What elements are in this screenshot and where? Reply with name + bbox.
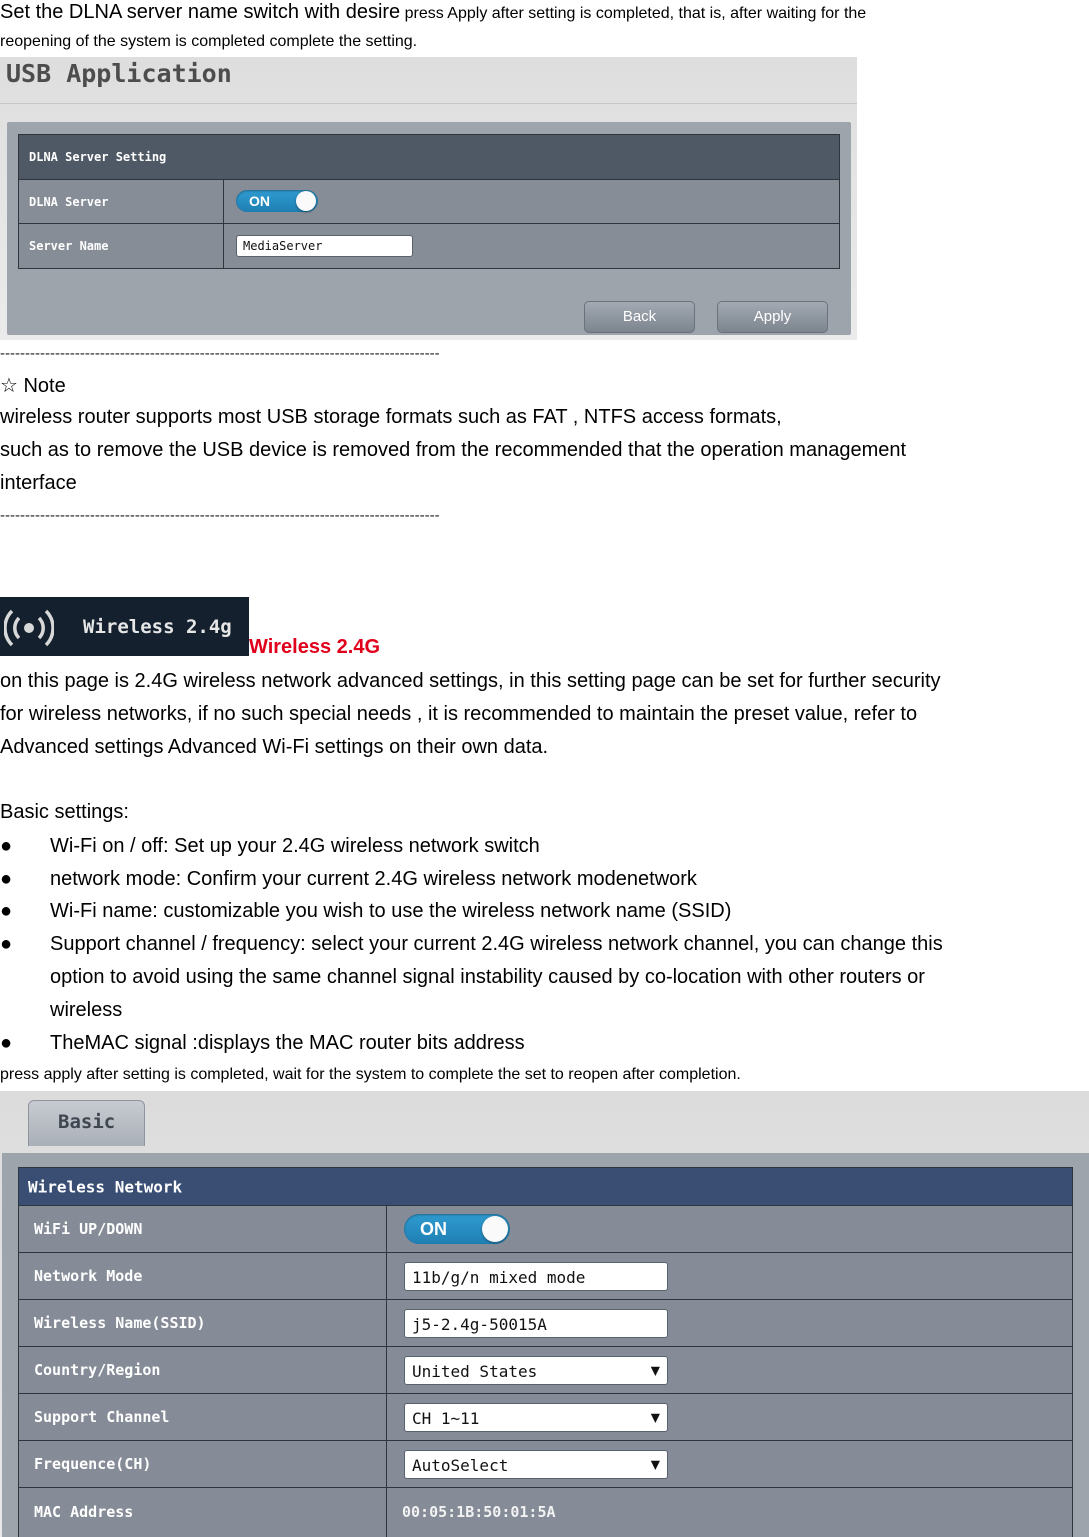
- mac-address-row: [19, 1488, 1072, 1537]
- dlna-settings-table: [18, 134, 840, 269]
- intro-line-2: reopening of the system is completed complete the setting.: [0, 33, 418, 50]
- wireless-desc-2: for wireless networks, if no such special needs , it is recommended to maintain the preset value, refer to: [0, 703, 918, 725]
- mac-address-label-cell: [19, 1488, 387, 1537]
- mac-address-value: 00:05:1B:50:01:5A: [402, 1503, 556, 1521]
- country-region-label-cell: [19, 1347, 387, 1393]
- wifi-toggle-knob: [482, 1216, 508, 1242]
- bullet-symbol: ●: [0, 868, 13, 890]
- note-line-3: interface: [0, 472, 77, 494]
- usb-application-screenshot: [0, 57, 857, 340]
- bullet-item-4-cont-1: option to avoid using the same channel signal instability caused by co-location with other routers or: [50, 966, 925, 988]
- wireless-banner-label: Wireless 2.4g: [83, 616, 232, 638]
- usb-title-divider: [0, 103, 857, 104]
- frequence-value-cell: [387, 1441, 1072, 1487]
- wireless-desc-1: on this page is 2.4G wireless network advanced settings, in this setting page can be set for further security: [0, 670, 941, 692]
- note-heading: ☆ Note: [0, 375, 66, 397]
- tab-basic[interactable]: [28, 1100, 145, 1146]
- bullet-item-3: Wi-Fi name: customizable you wish to use the wireless network name (SSID): [50, 900, 732, 922]
- wireless-network-table: [18, 1167, 1073, 1537]
- wifi-toggle-label: ON: [420, 1219, 447, 1239]
- country-region-label: Country/Region: [34, 1361, 161, 1379]
- wifi-updown-value-cell: [387, 1206, 1072, 1252]
- server-name-label: Server Name: [29, 239, 109, 253]
- intro-line-1b: press Apply after setting is completed, that is, after waiting for the: [400, 5, 867, 22]
- bullet-item-1: Wi-Fi on / off: Set up your 2.4G wireless network switch: [50, 835, 540, 857]
- ssid-value-cell: [387, 1300, 1072, 1346]
- support-channel-label-cell: [19, 1394, 387, 1440]
- bullet-symbol: ●: [0, 933, 13, 955]
- mac-address-value-cell: [387, 1488, 1072, 1537]
- network-mode-row: [19, 1253, 1072, 1300]
- network-mode-field[interactable]: 11b/g/n mixed mode: [404, 1262, 668, 1291]
- intro-line-1a: Set the DLNA server name switch with desire: [0, 1, 401, 23]
- dlna-server-label-cell: [19, 180, 224, 223]
- bullet-item-2: network mode: Confirm your current 2.4G wireless network modenetwork: [50, 868, 697, 890]
- support-channel-value-cell: [387, 1394, 1072, 1440]
- bullet-item-4-cont-2: wireless: [50, 999, 123, 1021]
- frequence-value: AutoSelect: [412, 1456, 509, 1475]
- dlna-server-row: [19, 180, 839, 224]
- wifi-updown-label: WiFi UP/DOWN: [34, 1220, 143, 1238]
- ssid-input[interactable]: j5-2.4g-50015A: [404, 1309, 668, 1338]
- support-channel-select[interactable]: [404, 1403, 668, 1432]
- server-name-input[interactable]: MediaServer: [236, 235, 413, 257]
- wireless-desc-3: Advanced settings Advanced Wi-Fi settings on their own data.: [0, 736, 549, 758]
- usb-page-title: USB Application: [6, 59, 232, 88]
- chevron-down-icon: ▼: [650, 1409, 660, 1424]
- wireless-footer-note: press apply after setting is completed, wait for the system to complete the set to reopen after completion.: [0, 1066, 741, 1083]
- note-line-1: wireless router supports most USB storage formats such as FAT , NTFS access formats,: [0, 406, 782, 428]
- separator-bottom: ----------------------------------------------------------------------------------------: [0, 507, 440, 524]
- frequence-label: Frequence(CH): [34, 1455, 152, 1473]
- wireless-signal-icon: [4, 604, 54, 650]
- dlna-server-toggle[interactable]: [236, 190, 318, 212]
- separator-top: ----------------------------------------------------------------------------------------: [0, 345, 440, 362]
- dlna-server-label: DLNA Server: [29, 194, 109, 209]
- network-mode-value-cell: [387, 1253, 1072, 1299]
- bullet-item-5: TheMAC signal :displays the MAC router bits address: [50, 1032, 525, 1054]
- dlna-section-title: DLNA Server Setting: [29, 150, 167, 164]
- basic-settings-heading: Basic settings:: [0, 801, 129, 823]
- country-region-value-cell: [387, 1347, 1072, 1393]
- support-channel-row: [19, 1394, 1072, 1441]
- frequence-row: [19, 1441, 1072, 1488]
- support-channel-label: Support Channel: [34, 1408, 170, 1426]
- chevron-down-icon: ▼: [650, 1362, 660, 1377]
- chevron-down-icon: ▼: [650, 1456, 660, 1471]
- frequence-label-cell: [19, 1441, 387, 1487]
- support-channel-value: CH 1~11: [412, 1409, 480, 1428]
- bullet-symbol: ●: [0, 900, 13, 922]
- ssid-label: Wireless Name(SSID): [34, 1314, 206, 1332]
- country-region-value: United States: [412, 1362, 538, 1381]
- wifi-updown-label-cell: [19, 1206, 387, 1252]
- dlna-server-value-cell: [224, 180, 839, 223]
- frequence-select[interactable]: [404, 1450, 668, 1479]
- back-button[interactable]: Back: [584, 301, 695, 333]
- server-name-value-cell: [224, 224, 839, 268]
- dlna-section-header: [19, 135, 839, 180]
- basic-wireless-screenshot: [0, 1091, 1089, 1537]
- wifi-toggle[interactable]: [404, 1214, 510, 1244]
- ssid-label-cell: [19, 1300, 387, 1346]
- wireless-network-panel: [2, 1153, 1089, 1537]
- dlna-toggle-knob: [296, 191, 316, 211]
- intro-line-1: [0, 0, 866, 24]
- bullet-symbol: ●: [0, 835, 13, 857]
- country-region-select[interactable]: [404, 1356, 668, 1385]
- server-name-row: [19, 224, 839, 268]
- apply-button[interactable]: Apply: [717, 301, 828, 333]
- ssid-row: [19, 1300, 1072, 1347]
- wireless-heading: Wireless 2.4G: [249, 636, 381, 658]
- tab-basic-label: Basic: [58, 1111, 116, 1133]
- dlna-toggle-label: ON: [249, 193, 270, 209]
- wireless-section-title: Wireless Network: [28, 1177, 183, 1196]
- wireless-section-header: [19, 1168, 1072, 1206]
- network-mode-label-cell: [19, 1253, 387, 1299]
- bullet-item-4: Support channel / frequency: select your current 2.4G wireless network channel, you can change this: [50, 933, 943, 955]
- note-line-2: such as to remove the USB device is removed from the recommended that the operation management: [0, 439, 907, 461]
- country-region-row: [19, 1347, 1072, 1394]
- network-mode-label: Network Mode: [34, 1267, 143, 1285]
- bullet-symbol: ●: [0, 1032, 13, 1054]
- wifi-updown-row: [19, 1206, 1072, 1253]
- wireless-banner: [0, 597, 249, 656]
- mac-address-label: MAC Address: [34, 1503, 134, 1521]
- server-name-label-cell: [19, 224, 224, 268]
